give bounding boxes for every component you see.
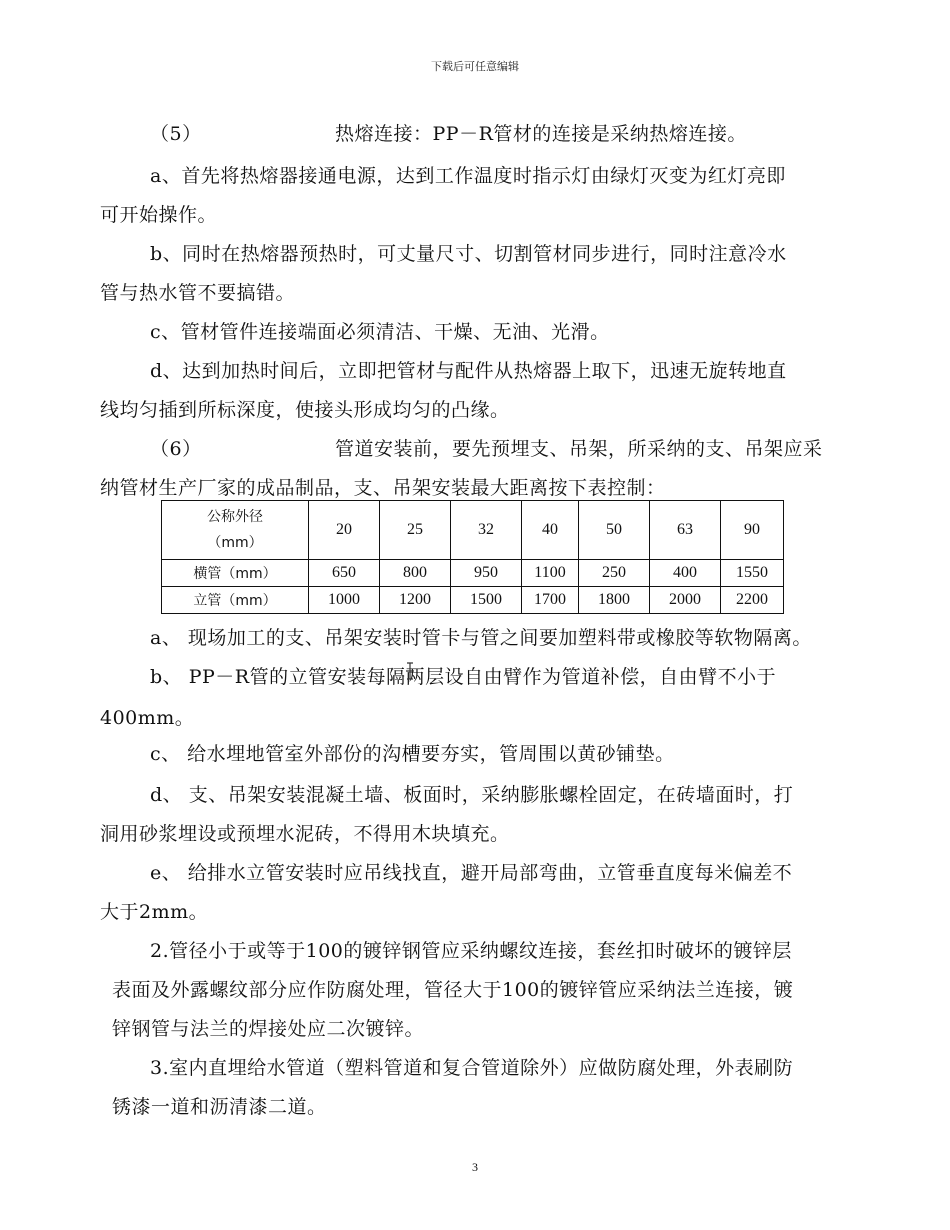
support-spacing-table bbox=[161, 500, 784, 614]
table-cell: 1550 bbox=[721, 560, 784, 587]
note-e-line2: 大于2mm。 bbox=[100, 901, 209, 923]
table-cell: 1800 bbox=[579, 587, 650, 614]
note-c: c、 给水埋地管室外部份的沟槽要夯实，管周围以黄砂铺垫。 bbox=[150, 743, 675, 765]
table-cell: 400 bbox=[650, 560, 721, 587]
para5-heading bbox=[150, 122, 930, 146]
para5-a-line2: 可开始操作。 bbox=[100, 204, 218, 226]
diameter-header-label: 公称外径 bbox=[207, 509, 263, 525]
para5-c-line1: c、管材管件连接端面必须清洁、干燥、无油、光滑。 bbox=[150, 321, 610, 343]
note-b-line1: b、 PP－R管的立管安装每隔两层设自由臂作为管道补偿，自由臂不小于 bbox=[150, 666, 777, 688]
table-cell: 2200 bbox=[721, 587, 784, 614]
table-row bbox=[162, 587, 784, 614]
table-cell: 1100 bbox=[522, 560, 579, 587]
table-cell: 1700 bbox=[522, 587, 579, 614]
para5-d-line1: d、达到加热时间后，立即把管材与配件从热熔器上取下，迅速无旋转地直 bbox=[150, 360, 787, 382]
para6-line1: 管道安装前，要先预埋支、吊架，所采纳的支、吊架应采 bbox=[335, 438, 823, 460]
note-a: a、 现场加工的支、吊架安装时管卡与管之间要加塑料带或橡胶等软物隔离。 bbox=[150, 627, 812, 649]
item2-line1: 2.管径小于或等于100的镀锌钢管应采纳螺纹连接，套丝扣时破坏的镀锌层 bbox=[150, 940, 792, 962]
diameter-cell: 32 bbox=[451, 501, 522, 560]
para5-number: （5） bbox=[150, 123, 202, 145]
row-label-horizontal: 横管（mm） bbox=[162, 560, 309, 587]
table-cell: 250 bbox=[579, 560, 650, 587]
diameter-cell: 25 bbox=[380, 501, 451, 560]
item3-line2: 锈漆一道和沥清漆二道。 bbox=[112, 1096, 327, 1118]
para5-b-line2: 管与热水管不要搞错。 bbox=[100, 282, 296, 304]
note-b-line2: 400mm。 bbox=[100, 707, 195, 729]
para5-a-line1: a、首先将热熔器接通电源，达到工作温度时指示灯由绿灯灭变为红灯亮即 bbox=[150, 165, 786, 187]
diameter-cell: 40 bbox=[522, 501, 579, 560]
item2-line3: 锌钢管与法兰的焊接处应二次镀锌。 bbox=[112, 1018, 425, 1040]
note-d-line2: 洞用砂浆埋设或预埋水泥砖，不得用木块填充。 bbox=[100, 823, 510, 845]
table-cell: 950 bbox=[451, 560, 522, 587]
item2-line2: 表面及外露螺纹部分应作防腐处理，管径大于100的镀锌管应采纳法兰连接，镀 bbox=[112, 979, 794, 1001]
para5-d-line2: 线均匀插到所标深度，使接头形成均匀的凸缘。 bbox=[100, 399, 510, 421]
diameter-cell: 50 bbox=[579, 501, 650, 560]
table-cell: 650 bbox=[309, 560, 380, 587]
diameter-cell: 20 bbox=[309, 501, 380, 560]
row-label-vertical: 立管（mm） bbox=[162, 587, 309, 614]
page-number: 3 bbox=[472, 1160, 478, 1174]
page-header: 下载后可任意编辑 bbox=[431, 60, 519, 73]
text-cursor-icon bbox=[404, 662, 416, 680]
item3-line1: 3.室内直埋给水管道（塑料管道和复合管道除外）应做防腐处理，外表刷防 bbox=[150, 1057, 794, 1079]
table-row bbox=[162, 560, 784, 587]
diameter-cell: 90 bbox=[721, 501, 784, 560]
table-cell: 1000 bbox=[309, 587, 380, 614]
para5-b-line1: b、同时在热熔器预热时，可丈量尺寸、切割管材同步进行，同时注意冷水 bbox=[150, 243, 787, 265]
diameter-header-cell bbox=[162, 501, 309, 560]
diameter-cell: 63 bbox=[650, 501, 721, 560]
table-cell: 800 bbox=[380, 560, 451, 587]
table-header-row bbox=[162, 501, 784, 560]
para6-number: （6） bbox=[150, 438, 202, 460]
note-e-line1: e、 给排水立管安装时应吊线找直，避开局部弯曲，立管垂直度每米偏差不 bbox=[150, 862, 793, 884]
note-d-line1: d、 支、吊架安装混凝土墙、板面时，采纳膨胀螺栓固定，在砖墙面时，打 bbox=[150, 784, 794, 806]
para5-title: 热熔连接：PP－R管材的连接是采纳热熔连接。 bbox=[335, 123, 747, 145]
table-cell: 1500 bbox=[451, 587, 522, 614]
table-cell: 2000 bbox=[650, 587, 721, 614]
table-cell: 1200 bbox=[380, 587, 451, 614]
para6-line2: 纳管材生产厂家的成品制品，支、吊架安装最大距离按下表控制： bbox=[100, 477, 666, 499]
para6-heading bbox=[150, 437, 930, 461]
diameter-header-unit: （mm） bbox=[207, 535, 263, 551]
